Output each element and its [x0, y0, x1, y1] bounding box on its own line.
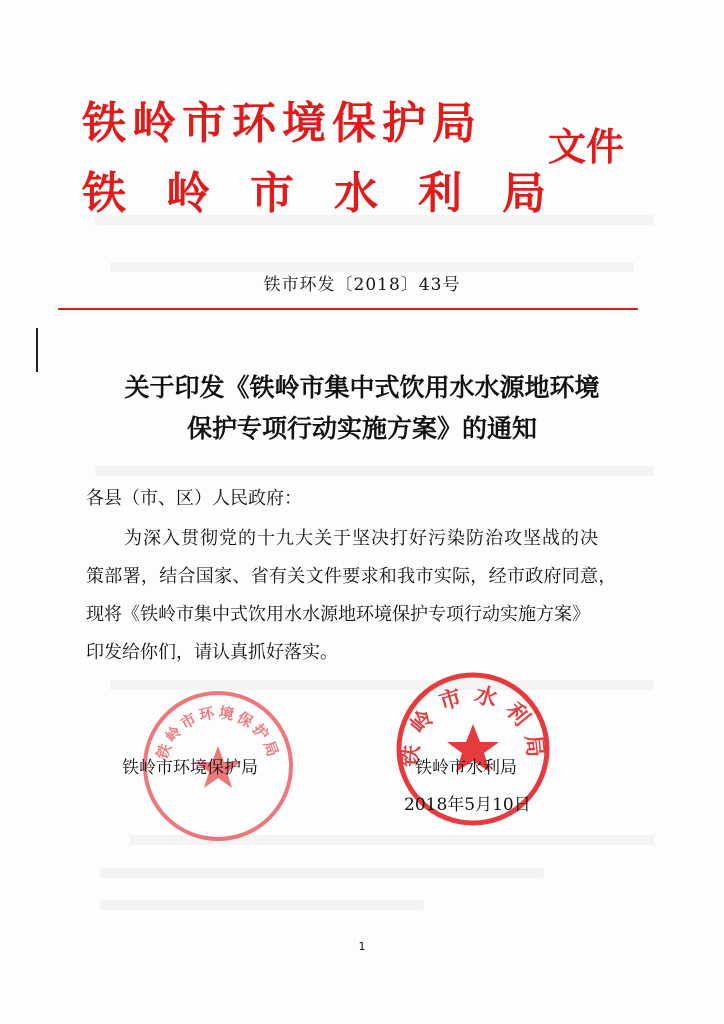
issuer-environmental-bureau: 铁岭市环境保护局: [82, 98, 482, 149]
signature-environmental-bureau: 铁岭市环境保护局: [122, 758, 258, 778]
document-title-line-2: 保护专项行动实施方案》的通知: [186, 414, 537, 443]
paragraph-line: 策部署，结合国家、省有关文件要求和我市实际，经市政府同意，: [86, 566, 617, 587]
paragraph-line: 为深入贯彻党的十九大关于坚决打好污染防治攻坚战的决: [124, 528, 599, 549]
page-number: 1: [358, 940, 366, 953]
issue-date: 2018年5月10日: [404, 795, 531, 815]
scan-noise: [100, 868, 544, 878]
paragraph-line: 现将《铁岭市集中式饮用水水源地环境保护专项行动实施方案》: [86, 604, 590, 625]
scan-noise: [95, 466, 654, 476]
red-separator-rule: [58, 308, 638, 310]
salutation: 各县（市、区）人民政府：: [86, 488, 302, 509]
svg-text:铁岭市水利局: 铁岭市水利局: [397, 682, 549, 769]
document-number: 铁市环发〔2018〕43号: [263, 275, 461, 295]
signature-water-bureau: 铁岭市水利局: [415, 758, 517, 778]
svg-text:铁岭市环境保护局: 铁岭市环境保护局: [152, 703, 284, 762]
doc-type-label: 文件: [548, 124, 625, 169]
paragraph-line: 印发给你们，请认真抓好落实。: [86, 642, 338, 663]
document-title-line-1: 关于印发《铁岭市集中式饮用水水源地环境: [124, 373, 600, 402]
issuer-water-bureau: 铁岭市水利局: [82, 168, 586, 219]
scan-noise: [100, 900, 424, 910]
margin-mark: [36, 328, 38, 372]
